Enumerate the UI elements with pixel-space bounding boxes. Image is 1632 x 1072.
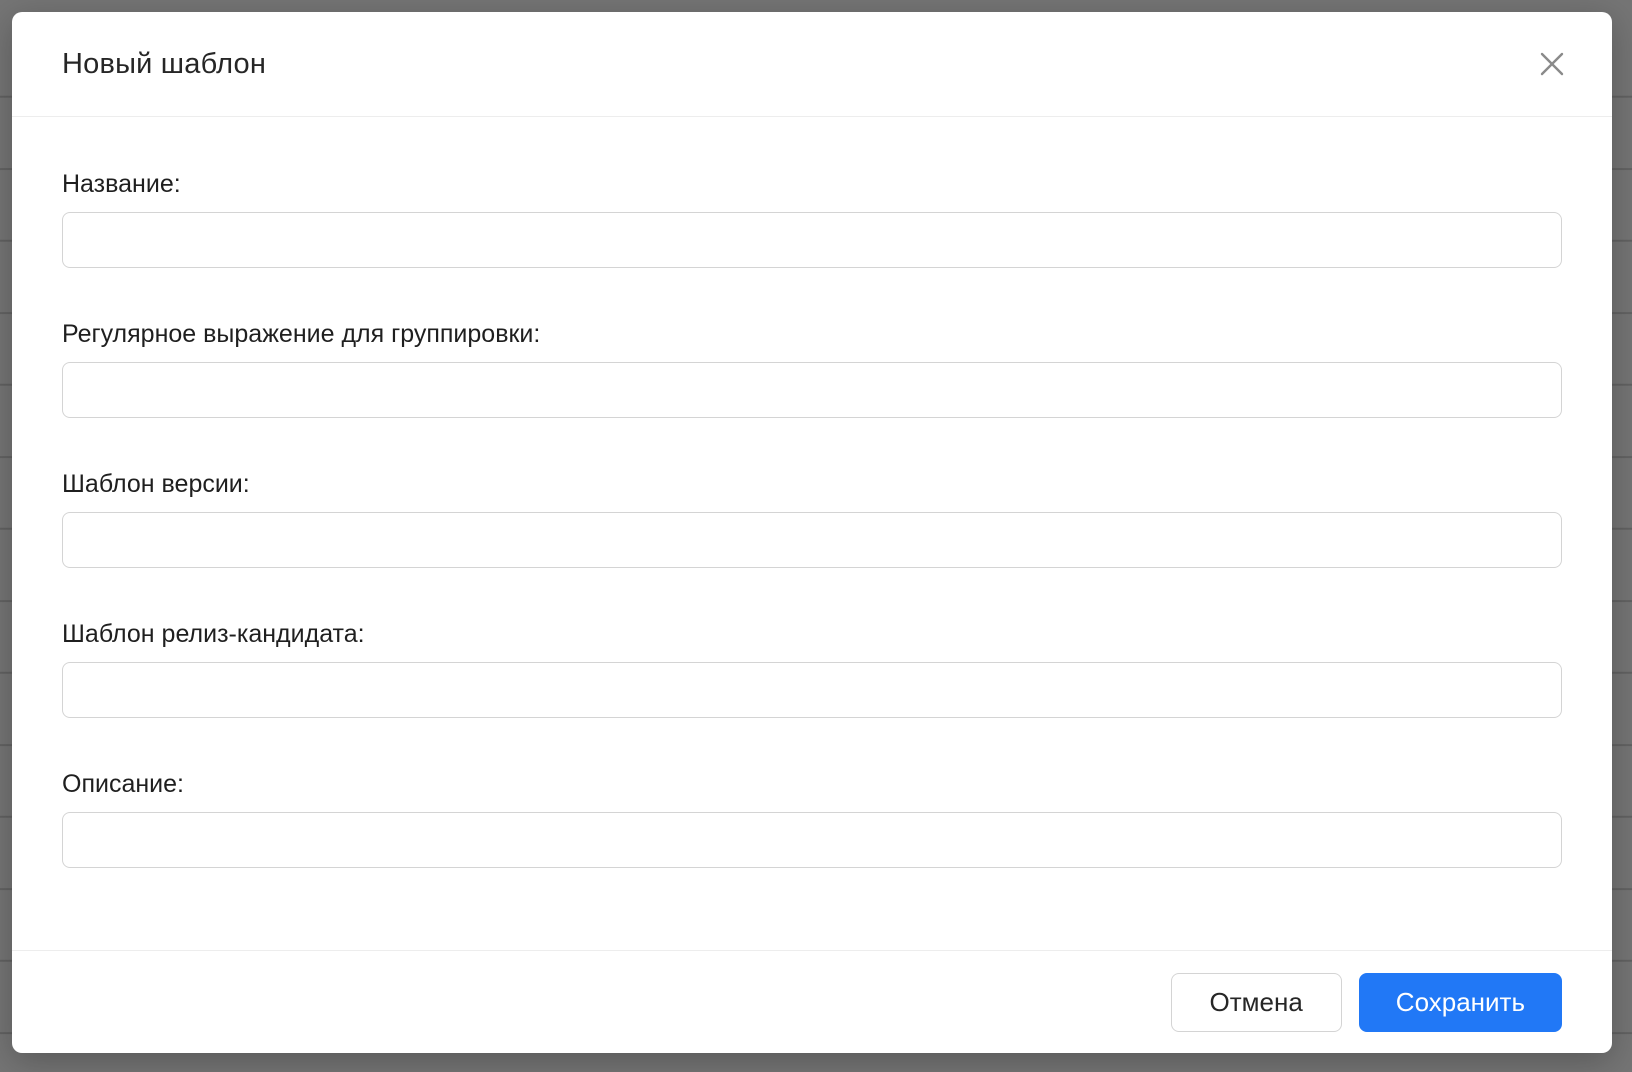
new-template-modal: [12, 12, 1612, 1053]
field-name: [62, 170, 1562, 268]
description-label: Описание:: [62, 770, 184, 798]
name-label: Название:: [62, 170, 181, 198]
modal-footer: [12, 950, 1612, 1053]
modal-header: [12, 12, 1612, 117]
field-grouping-regex: [62, 320, 1562, 418]
grouping-regex-input[interactable]: [62, 362, 1562, 418]
rc-template-input[interactable]: [62, 662, 1562, 718]
modal-body: [12, 117, 1612, 950]
name-input[interactable]: [62, 212, 1562, 268]
save-button[interactable]: Сохранить: [1359, 973, 1562, 1032]
close-icon: [1538, 50, 1566, 78]
cancel-button[interactable]: Отмена: [1171, 973, 1342, 1032]
rc-template-label: Шаблон релиз-кандидата:: [62, 620, 365, 648]
close-button[interactable]: [1534, 46, 1570, 82]
version-template-input[interactable]: [62, 512, 1562, 568]
description-input[interactable]: [62, 812, 1562, 868]
field-rc-template: [62, 620, 1562, 718]
version-template-label: Шаблон версии:: [62, 470, 250, 498]
field-version-template: [62, 470, 1562, 568]
grouping-regex-label: Регулярное выражение для группировки:: [62, 320, 541, 348]
field-description: [62, 770, 1562, 868]
modal-title: Новый шаблон: [62, 47, 267, 80]
